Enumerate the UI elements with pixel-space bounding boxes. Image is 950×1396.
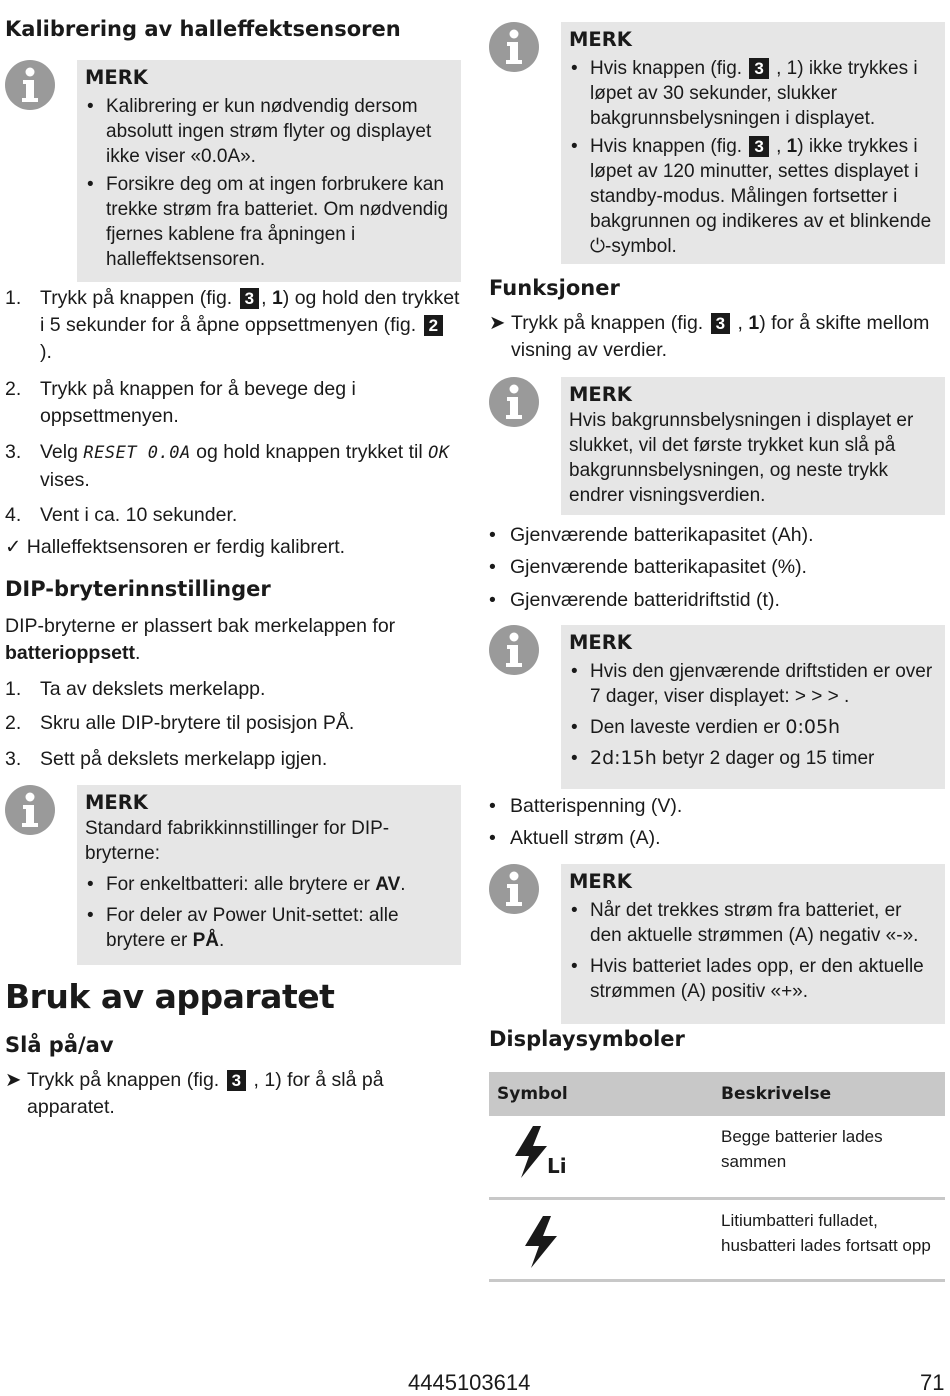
figure-ref: 2 — [424, 315, 443, 336]
figure-ref: 3 — [711, 313, 730, 334]
functions-heading: Funksjoner — [489, 276, 620, 300]
note-body: Standard fabrikkinnstillinger for DIP-bryterne: — [85, 818, 390, 864]
note-current — [489, 864, 945, 1024]
lcd-text: OK — [428, 443, 450, 463]
dip-step-2: 2. Skru alle DIP-brytere til posisjon PÅ. — [5, 712, 355, 734]
symbol-cell — [489, 1116, 713, 1198]
note-box — [561, 22, 945, 264]
info-icon — [5, 785, 55, 835]
calibration-result: ✓ Halleffektsensoren er ferdig kalibrert. — [5, 536, 346, 558]
step-2: 2. Trykk på knappen for å bevege deg i oppsettmenyen. — [5, 378, 356, 427]
note-item: • Kalibrering er kun nødvendig dersom absolutt ingen strøm flyter og displayet ikke viser «0.0A». — [85, 94, 453, 169]
info-icon — [489, 864, 539, 914]
list-item: • Gjenværende batteridriftstid (t). — [489, 589, 780, 611]
note-backlight-timeout — [489, 22, 945, 264]
lcd-text: RESET 0.0A — [83, 443, 191, 463]
onoff-heading: Slå på/av — [5, 1033, 114, 1057]
note-title: MERK — [569, 28, 632, 51]
list-item: • Gjenværende batterikapasitet (Ah). — [489, 524, 814, 546]
figure-ref: 3 — [240, 288, 259, 309]
info-icon — [5, 60, 55, 110]
info-icon — [489, 377, 539, 427]
li-label: Li — [547, 1154, 567, 1178]
use-heading: Bruk av apparatet — [5, 977, 335, 1016]
calibration-heading: Kalibrering av halleffektsensoren — [5, 17, 401, 41]
note-title: MERK — [569, 383, 632, 406]
note-box — [77, 60, 461, 282]
dip-step-3: 3. Sett på dekslets merkelapp igjen. — [5, 748, 328, 770]
table-row — [489, 1198, 945, 1280]
description-cell: Litiumbatteri fulladet, husbatteri lades fortsatt opp — [713, 1198, 945, 1280]
display-symbols-heading: Displaysymboler — [489, 1027, 685, 1051]
list-item: • Aktuell strøm (A). — [489, 827, 661, 849]
table-row — [489, 1116, 945, 1198]
power-icon: ⏻ — [590, 236, 606, 257]
lightning-icon — [521, 1214, 565, 1270]
dip-intro: DIP-bryterne er plassert bak merkelappen for batterioppsett. — [5, 615, 396, 664]
arrow-icon: ➤ — [489, 312, 506, 334]
dip-step-1: 1. Ta av dekslets merkelapp. — [5, 678, 266, 700]
list-item: • Gjenværende batterikapasitet (%). — [489, 556, 807, 578]
onoff-instruction: ➤ Trykk på knappen (fig. 3 , 1) for å slå på apparatet. — [5, 1069, 384, 1118]
note-item: • Den laveste verdien er 0:05h — [569, 715, 937, 740]
note-box — [561, 377, 945, 515]
note-calibration — [5, 60, 461, 282]
symbol-cell — [489, 1198, 713, 1280]
figure-ref: 3 — [227, 1070, 246, 1091]
info-icon — [489, 625, 539, 675]
description-cell: Begge batterier lades sammen — [713, 1116, 945, 1198]
table-header-description: Beskrivelse — [713, 1072, 945, 1116]
step-3: 3. Velg RESET 0.0A og hold knappen trykket til OK vises. — [5, 441, 450, 491]
note-box — [561, 864, 945, 1024]
note-runtime — [489, 625, 945, 789]
note-item: • Når det trekkes strøm fra batteriet, er den aktuelle strømmen (A) negativ «-». — [569, 898, 937, 948]
arrow-icon: ➤ — [5, 1069, 22, 1091]
check-icon: ✓ — [5, 536, 22, 558]
step-4: 4. Vent i ca. 10 sekunder. — [5, 504, 238, 526]
note-title: MERK — [85, 66, 148, 89]
note-body: Hvis bakgrunnsbelysningen i displayet er slukket, vil det første trykket kun slå på bakgrunnsbelysningen, og neste trykk endrer visningsverdien. — [569, 410, 914, 506]
page-number: 71 — [920, 1370, 945, 1395]
note-item: • Hvis batteriet lades opp, er den aktuelle strømmen (A) positiv «+». — [569, 954, 937, 1004]
note-backlight-press — [489, 377, 945, 515]
step-1: 1. Trykk på knappen (fig. 3 , 1) og hold den trykket i 5 sekunder for å åpne oppsettmenyen (fig. 2 ). — [5, 287, 460, 363]
note-item: • 2d:15h betyr 2 dager og 15 timer — [569, 746, 937, 771]
note-title: MERK — [569, 631, 632, 654]
note-title: MERK — [85, 791, 148, 814]
table-header-symbol: Symbol — [489, 1072, 713, 1116]
note-box — [77, 785, 461, 965]
list-item: • Batterispenning (V). — [489, 795, 683, 817]
note-item: • For enkeltbatteri: alle brytere er AV. — [85, 872, 453, 897]
note-item: • Hvis den gjenværende driftstiden er over 7 dager, viser displayet: > > > . — [569, 659, 937, 709]
functions-instruction: ➤ Trykk på knappen (fig. 3 , 1) for å skifte mellom visning av verdier. — [489, 312, 930, 361]
document-number: 4445103614 — [408, 1370, 531, 1395]
note-item: • Forsikre deg om at ingen forbrukere kan trekke strøm fra batteriet. Om nødvendig fjernes kablene fra åpningen i halleffektsensoren. — [85, 172, 453, 272]
symbols-table — [489, 1072, 945, 1282]
note-title: MERK — [569, 870, 632, 893]
dip-heading: DIP-bryterinnstillinger — [5, 577, 271, 601]
note-item: • For deler av Power Unit-settet: alle brytere er PÅ. — [85, 903, 453, 953]
note-dip — [5, 785, 461, 965]
note-item: • Hvis knappen (fig. 3 , 1) ikke trykkes i løpet av 30 sekunder, slukker bakgrunnsbelysningen i displayet. — [569, 56, 937, 131]
note-box — [561, 625, 945, 789]
note-item: • Hvis knappen (fig. 3 , 1) ikke trykkes i løpet av 120 minutter, settes displayet i standby-modus. Målingen fortsetter i bakgrunnen og indikeres av et blinkende ⏻-symbol. — [569, 134, 937, 259]
info-icon — [489, 22, 539, 72]
figure-ref: 3 — [749, 136, 768, 157]
figure-ref: 3 — [749, 58, 768, 79]
